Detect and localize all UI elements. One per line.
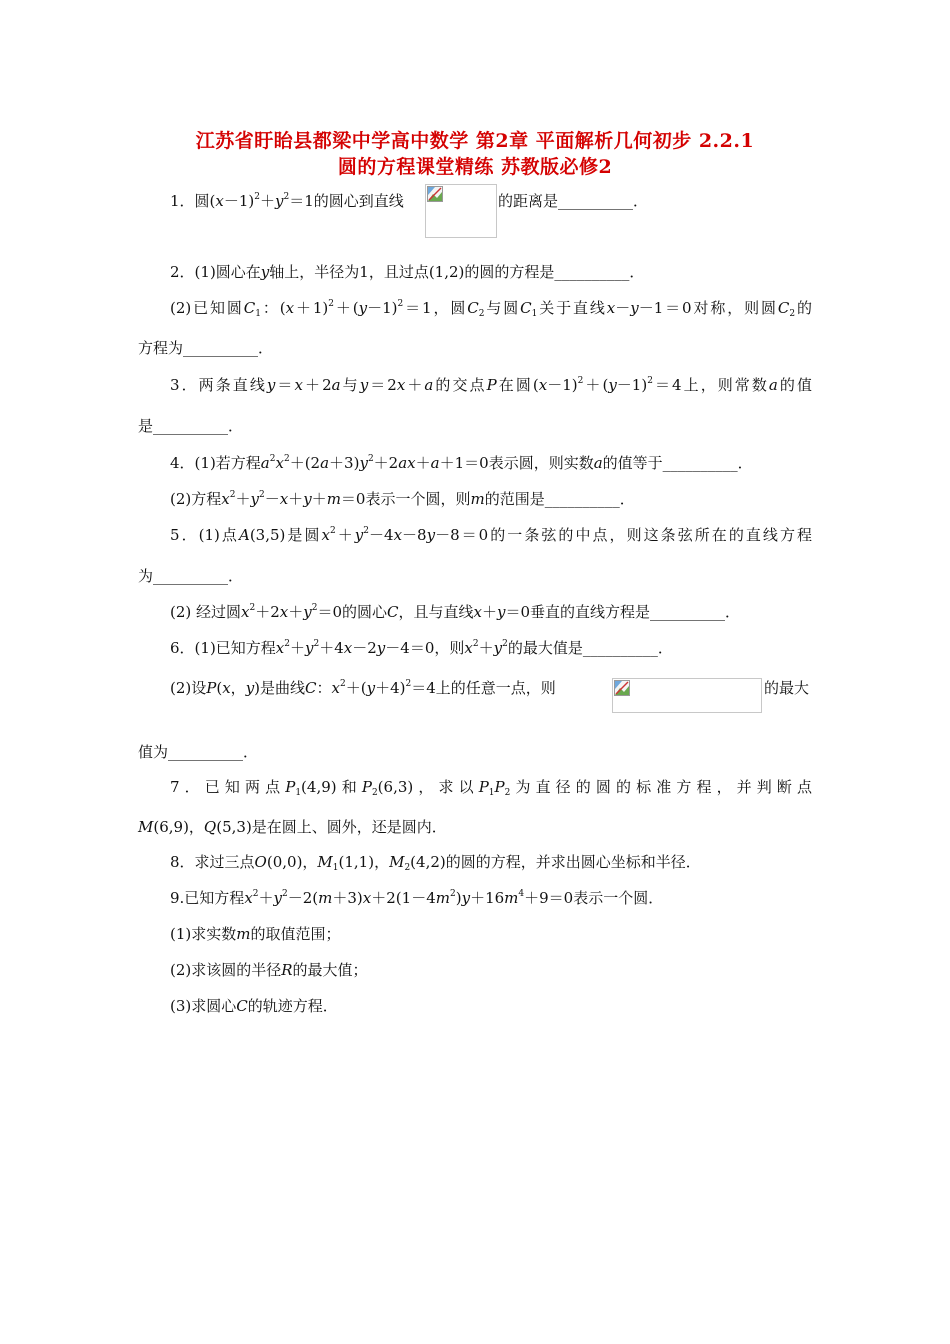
question-7-cont: M(6,9)，Q(5,3)是在圆上、圆外，还是圆内． [138,818,447,836]
question-1-tail: 的距离是__________． [498,192,649,210]
question-9: 9.已知方程$x^2+y^2-2(m+3)x+2(1-4m^2)y+16m^4+9=0$表示一个圆． [170,889,664,907]
image-placeholder-q1 [425,184,497,238]
question-8: 8．求过三点O(0,0)，$M_1(1,1)$，$M_2(4,2)$的圆的方程，并求出圆心坐标和半径． [170,853,701,873]
question-5-part-2: (2) 经过圆$x^2+2x+y^2=0$的圆心C，且与直线x＋y＝0垂直的直线方程是__________． [170,603,741,621]
question-1: 1．圆$(x-1)^2+y^2=1$的圆心到直线 [170,192,404,210]
question-3-cont: 是__________． [138,417,244,435]
question-2-part-2: (2)已知圆$C_1$：$(x+1)^2+(y-1)^2=1$，圆$C_2$与圆$C_1$关于直线x－y－1＝0对称，则圆$C_2$的 [170,299,812,319]
image-placeholder-q6 [612,678,762,713]
broken-image-icon [427,186,443,202]
title-line-2: 圆的方程课堂精练 苏教版必修2 [337,156,613,178]
question-2-part-2-cont: 方程为__________． [138,339,274,357]
question-2-part-1: 2．(1)圆心在y轴上，半径为1，且过点(1,2)的圆的方程是__________． [170,263,645,281]
question-9-part-2: (2)求该圆的半径R的最大值； [170,961,368,979]
question-5-part-1-cont: 为__________． [138,567,244,585]
question-7: 7．已知两点$P_1(4,9)$和$P_2(6,3)$，求以$P_1P_2$为直径的圆的标准方程，并判断点 [170,778,813,798]
question-5-part-1: 5．(1)点A(3,5)是圆$x^2+y^2-4x-8y-8=0$的一条弦的中点，则这条弦所在的直线方程 [170,526,813,544]
question-4-part-1: 4．(1)若方程$a^2x^2+(2a+3)y^2+2ax+a+1=0$表示圆，则实数a的值等于__________． [170,454,753,472]
question-9-part-1: (1)求实数m的取值范围； [170,925,341,943]
question-6-part-2: (2)设P(x，y)是曲线C：$x^2+(y+4)^2=4$上的任意一点，则 [170,679,556,697]
broken-image-icon [614,680,630,696]
question-6-part-2-cont: 值为__________． [138,743,259,761]
question-6-part-1: 6．(1)已知方程$x^2+y^2+4x-2y-4=0$，则$x^2+y^2$的最大值是__________． [170,639,673,657]
title-line-1: 江苏省盱眙县都梁中学高中数学 第2章 平面解析几何初步 2.2.1 [195,130,755,152]
question-4-part-2: (2)方程$x^2+y^2-x+y+m=0$表示一个圆，则m的范围是__________． [170,490,635,508]
question-3: 3．两条直线y＝x＋2a与y＝2x＋a的交点P在圆$(x-1)^2+(y-1)^2=4$上，则常数a的值 [170,376,812,394]
question-9-part-3: (3)求圆心C的轨迹方程． [170,997,338,1015]
question-6-part-2-tail: 的最大 [764,679,810,697]
